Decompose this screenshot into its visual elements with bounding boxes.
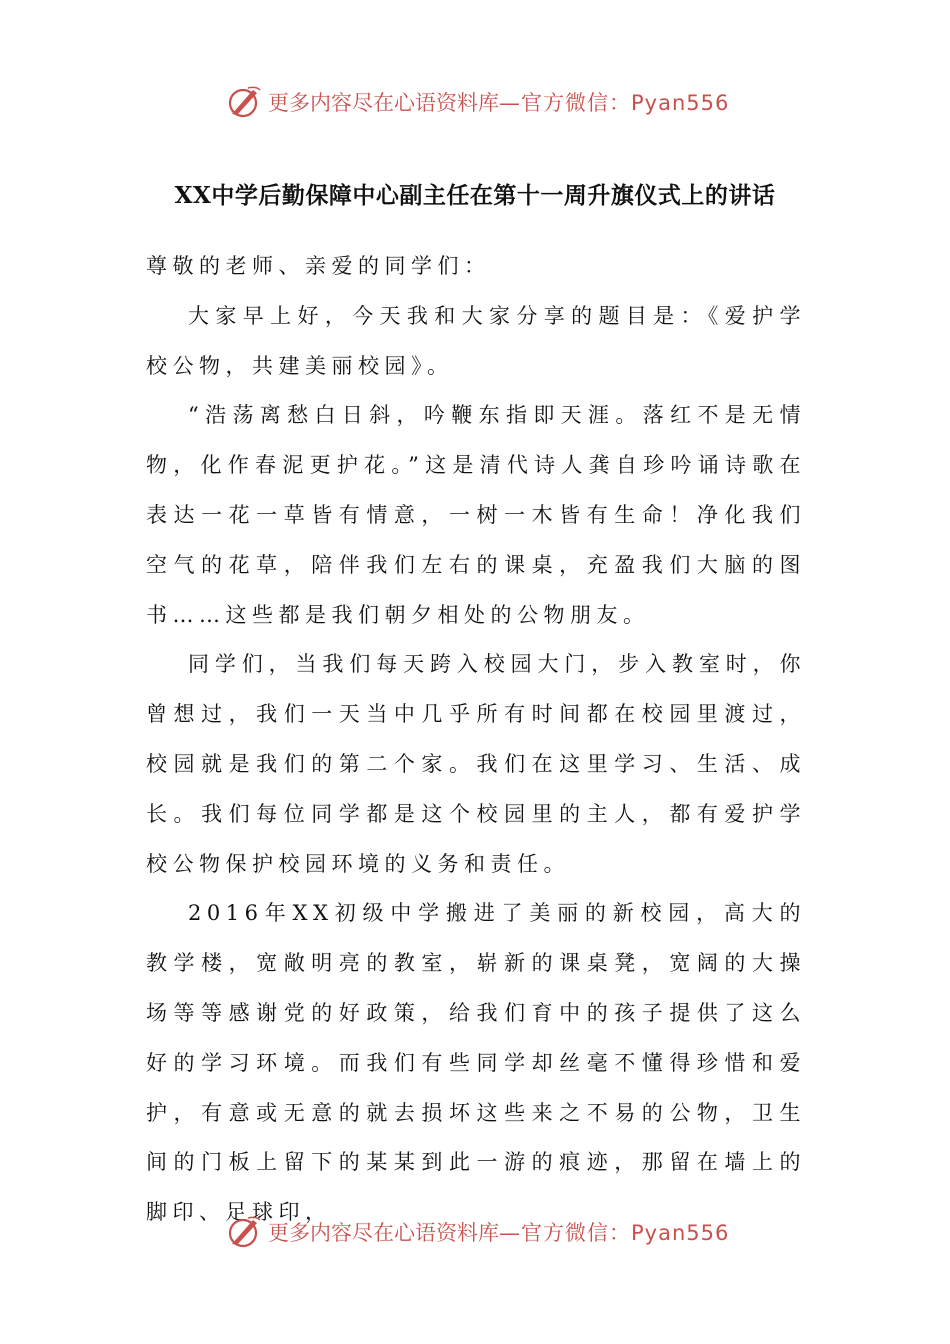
paragraph: 同学们，当我们每天跨入校园大门，步入教室时，你曾想过，我们一天当中几乎所有时间都在校园里渡过，校园就是我们的第二个家。我们在这里学习、生活、成长。我们每位同学都是这个校园里的主人，都有爱护学校公物保护校园环境的义务和责任。	[146, 652, 806, 876]
document-body	[146, 242, 806, 1238]
document-title: XX中学后勤保障中心副主任在第十一周升旗仪式上的讲话	[174, 182, 776, 209]
header-watermark-banner	[226, 82, 729, 122]
paragraph: 大家早上好，今天我和大家分享的题目是：《爱护学校公物，共建美丽校园》。	[146, 303, 806, 378]
watermark-main-text: 更多内容尽在心语资料库	[268, 91, 499, 115]
salutation: 尊敬的老师、亲爱的同学们：	[146, 254, 491, 278]
footer-watermark-banner	[226, 1212, 729, 1252]
quill-pen-logo-icon	[226, 84, 262, 120]
paragraph: 2016年XX初级中学搬进了美丽的新校园，高大的教学楼，宽敞明亮的教室，崭新的课桌凳，宽阔的大操场等等感谢党的好政策，给我们育中的孩子提供了这么好的学习环境。而我们有些同学却丝毫不懂得珍惜和爱护，有意或无意的就去损坏这些来之不易的公物，卫生间的门板上留下的某某到此一游的痕迹，那留在墙上的脚印、足球印，	[146, 901, 806, 1225]
watermark-wechat-text: —官方微信：Pyan556	[499, 91, 730, 115]
watermark-main-text: 更多内容尽在心语资料库	[268, 1221, 499, 1245]
paragraph: “浩荡离愁白日斜，吟鞭东指即天涯。落红不是无情物，化作春泥更护花。”这是清代诗人龚自珍吟诵诗歌在表达一花一草皆有情意，一树一木皆有生命！净化我们空气的花草，陪伴我们左右的课桌，充盈我们大脑的图书……这些都是我们朝夕相处的公物朋友。	[146, 403, 806, 627]
watermark-wechat-text: —官方微信：Pyan556	[499, 1221, 730, 1245]
quill-pen-logo-icon	[226, 1214, 262, 1250]
